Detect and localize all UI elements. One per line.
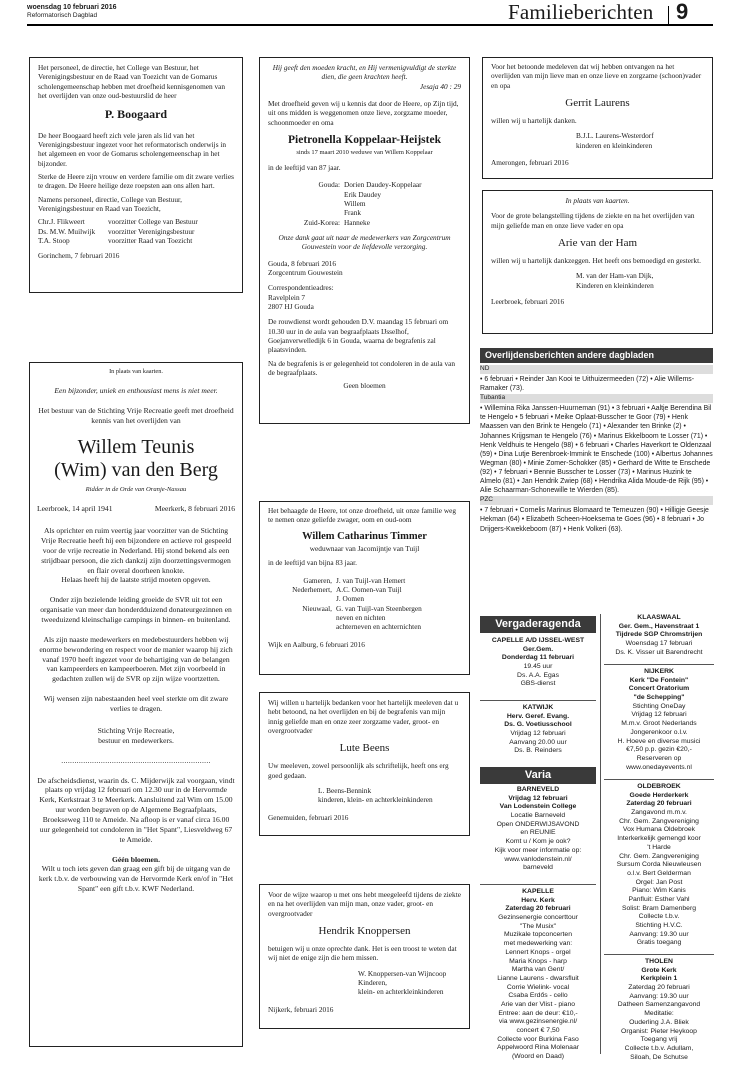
name-row: [268, 622, 461, 631]
page-number: 9: [676, 0, 689, 24]
agenda-line: Ds. G. Voetiusschool: [504, 721, 572, 729]
deceased-name-2: (Wim) van den Berg: [54, 458, 218, 481]
agenda-line: www.onedayevents.nl: [626, 763, 692, 771]
notice-text: willen wij u hartelijk dankzeggen. Het heeft ons bemoedigd en gesterkt.: [491, 256, 701, 266]
deceased-age: in de leeftijd van 87 jaar.: [268, 163, 341, 172]
agenda-line: (Woord en Daad): [511, 1053, 564, 1060]
row-label: Gameren,: [303, 575, 332, 585]
name-row: [268, 208, 461, 217]
agenda-line: Zaterdag 20 februari: [628, 984, 690, 992]
death-date: Meerkerk, 8 februari 2016: [154, 504, 235, 514]
agenda-line: Woensdag 17 februari: [625, 640, 693, 648]
notice-text: Voor het betoonde medeleven dat wij hebben ontvangen na het overlijden van mijn lieve man en onze lieve en zorgzame (schoon)vader en opa: [491, 62, 702, 90]
varia-item-kapelle: [480, 888, 596, 1060]
row-label: Nieuwaal,: [302, 603, 332, 613]
signatory: B.J.L. Laurens-Westerdorf: [576, 131, 654, 141]
decoration: Ridder in de Orde van Oranje-Nassau: [85, 485, 187, 493]
agenda-item-katwijk: [480, 704, 596, 764]
name-row: [268, 180, 461, 189]
signatories: [38, 217, 234, 245]
agenda-line: Reserveren op: [636, 754, 682, 762]
deceased-subtitle: sinds 17 maart 2010 weduwe van Willem Koppelaar: [296, 148, 433, 156]
divider: [480, 700, 596, 701]
row-label: Gouda:: [318, 180, 340, 190]
notice-location: Zorgcentrum Gouwestein: [268, 267, 343, 277]
notice-place-date: Leerbroek, februari 2016: [491, 297, 565, 307]
dotted-separator: ....................................................................: [61, 755, 211, 765]
agenda-line: Organist: Pieter Heykoop: [621, 1027, 697, 1035]
deceased-name: Lute Beens: [339, 742, 390, 755]
deceased-age: in de leeftijd van bijna 83 jaar.: [268, 558, 357, 568]
row-value: A.C. Oomen-van Tuijl: [336, 585, 402, 595]
signatory: Kinderen en kleinkinderen: [576, 280, 654, 290]
row-value: achterneven en achternichten: [336, 622, 422, 632]
agenda-line: Goede Herderkerk: [629, 791, 689, 799]
row-value: J. Oomen: [336, 594, 364, 604]
agenda-line: Chr. Gem. Zangvereniging: [619, 817, 699, 825]
row-label: Ds. M.W. Muilwijk: [38, 226, 96, 236]
agenda-line: Vrijdag 12 februari: [510, 730, 566, 738]
agenda-line: Herv. Kerk: [521, 896, 555, 904]
notice-text: Helaas heeft hij de laatste strijd moeten opgeven.: [61, 575, 211, 585]
deceased-name: Willem Teunis: [77, 435, 195, 458]
agenda-line: Open ONDERWIJSAVOND: [496, 820, 580, 828]
notice-text: Als zijn naaste medewerkers en medebestuurders hebben wij enorme bewondering en respect voor de manier waarop hij zich vanaf 1970 heeft ingezet voor de behartiging van de belangen van kampeerders en kampeerboeren. Met zijn voorbeeld in gedachten zullen wij de SVR op zijn wijze voortzetten.: [39, 634, 233, 684]
agenda-line: Van Lodenstein College: [499, 803, 577, 811]
agenda-line: www.vanlodenstein.nl/: [504, 855, 572, 863]
varia-item-nijkerk: [604, 668, 714, 776]
agenda-line: Komt u / Kom je ook?: [505, 838, 571, 846]
agenda-line: Datheen Samenzangavond: [617, 1001, 701, 1009]
agenda-line: met medewerking van:: [503, 940, 573, 948]
agenda-line: 19.45 uur: [523, 663, 553, 671]
agenda-line: Grote Kerk: [641, 966, 677, 974]
agenda-line: Collecte t.b.v.: [638, 913, 680, 921]
signatory: kinderen en kleinkinderen: [576, 140, 653, 150]
notice-place-date: Wijk en Aalburg, 6 februari 2016: [268, 639, 365, 649]
agenda-line: Appelwoord Rina Molenaar: [497, 1044, 579, 1052]
notice-text: Als oprichter en ruim veertig jaar voorzitter van de Stichting Vrije Recreatie heeft hij een bijzondere en actieve rol gespeeld voor de vrije recreatie in Nederland. Hij stond bekend als een strijdbaar persoon, die zich dankzij zijn doorzettingsvermogen en flair overal doorheen knokte.: [40, 526, 232, 575]
row-label: Chr.J. Flikweert: [38, 217, 85, 227]
name-row: [268, 190, 461, 199]
obituaries-list: [480, 364, 713, 607]
row-value: voorzitter College van Bestuur: [108, 217, 198, 227]
varia-item-oldebroek: [604, 783, 714, 951]
notice-text: Het personeel, de directie, het College van Bestuur, het Verenigingsbestuur en de Raad van Toezicht van de Gomarus scholengemeenschap hebben met droefheid kennisgenomen van het overlijden van onze oud-bestuurslid de heer: [38, 63, 226, 100]
agenda-line: Csaba Erdős - cello: [508, 992, 568, 1000]
source-label-pzc: PZC: [480, 496, 713, 505]
row-value: neven en nichten: [336, 613, 386, 623]
agenda-line: Chr. Gem. Zangvereniging: [619, 852, 699, 860]
signatory: L. Beens-Bennink: [318, 786, 372, 796]
name-row: [268, 594, 461, 603]
signatory: klein- en achterkleinkinderen: [358, 987, 444, 997]
agenda-line: Panfluit: Esther Vahl: [628, 895, 690, 903]
notice-text: Na de begrafenis is er gelegenheid tot condoleren in de aula van de begraafplaats.: [268, 358, 456, 377]
notice-text: Met droefheid geven wij u kennis dat door de Heere, op Zijn tijd, uit ons midden is weggenomen onze lieve, zorgzame moeder, schoonmoeder en oma: [268, 98, 459, 127]
agenda-line: Collecte t.b.v. Adullam,: [624, 1044, 694, 1052]
agenda-line: Siloah, De Schutse: [630, 1053, 688, 1061]
agenda-line: Jongerenkoor o.l.v.: [630, 728, 688, 736]
signatory: Kinderen,: [358, 978, 387, 988]
agenda-line: barneveld: [523, 864, 553, 872]
agenda-line: Lennert Knops - orgel: [505, 948, 571, 956]
agenda-line: Vox Humana Oldebroek: [622, 826, 696, 834]
agenda-line: €7,50 p.p. gezin €20,-: [626, 746, 692, 754]
notice-place-date: Gouda, 8 februari 2016: [268, 258, 337, 268]
name-row: [268, 199, 461, 208]
agenda-line: Orgel: Jan Post: [635, 878, 683, 886]
name-row: [38, 227, 234, 236]
notice-text: Voor de grote belangstelling tijdens de ziekte en na het overlijden van mijn geliefde man en onze lieve vader en opa: [491, 211, 695, 230]
family-list: [268, 180, 461, 227]
signatory: M. van der Ham-van Dijk,: [576, 271, 654, 281]
notice-text: willen wij u hartelijk danken.: [491, 116, 577, 126]
notice-text: Het bestuur van de Stichting Vrije Recreatie geeft met droefheid kennis van het overlijden van: [38, 406, 234, 425]
deceased-name: Pietronella Koppelaar-Heijstek: [288, 133, 441, 146]
agenda-line: Gezinsenergie concerttour: [498, 914, 578, 922]
source-label-tubantia: Tubantia: [480, 394, 713, 403]
header-rule: [27, 24, 713, 26]
agenda-line: Herv. Geref. Evang.: [506, 712, 570, 720]
agenda-line: CAPELLE A/D IJSSEL-WEST: [491, 637, 585, 644]
agenda-line: "The Musix": [519, 922, 557, 930]
agenda-line: GBS-dienst: [520, 680, 556, 688]
notice-text: Namens personeel, directie, College van Bestuur, Verenigingsbestuur en Raad van Toezicht,: [38, 194, 182, 213]
notice-tagline: Een bijzonder, uniek en enthousiast mens is niet meer.: [54, 386, 218, 396]
divider: [604, 664, 714, 665]
agenda-line: Concert Oratorium: [628, 685, 690, 693]
no-flowers: Geen bloemen: [343, 381, 386, 391]
name-row: [268, 585, 461, 594]
agenda-line: Vrijdag 12 februari: [508, 794, 568, 802]
agenda-line: Stichting H.V.C.: [635, 922, 683, 929]
agenda-line: KAPELLE: [522, 888, 554, 895]
divider: [604, 954, 714, 955]
agenda-line: Lianne Laurens - dwarsfluit: [497, 974, 579, 982]
signatory: kinderen, klein- en achterkleinkinderen: [318, 795, 433, 805]
header-divider: [668, 6, 669, 26]
agenda-line: Ds. B. Reinders: [514, 747, 562, 755]
family-list: [268, 576, 461, 632]
notice-text: Het behaagde de Heere, tot onze droefheid, uit onze familie weg te nemen onze geliefde zwager, oom en oud-oom: [268, 506, 457, 525]
row-value: Dorien Daudey-Koppelaar: [344, 180, 422, 190]
agenda-line: o.l.v. Bert Gelderman: [627, 869, 691, 877]
row-label: [268, 622, 336, 631]
agenda-item-capelle: [480, 637, 596, 697]
agenda-line: Aanvang: 19.30 uur: [629, 930, 689, 938]
obituary-entries: • 7 februari • Cornelis Marinus Blomaard te Terneuzen (90) • Hilligje Geesje Hekman (64) • Elizabeth Scheen-Hoeksema te Goes (96) • 8 februari • Jo Drijgers-Kwekkeboom (87) • Henk Volkeri (63).: [480, 507, 709, 533]
row-value: Frank: [344, 208, 362, 218]
divider: [480, 884, 596, 885]
notice-text: De rouwdienst wordt gehouden D.V. maandag 15 februari om 10.30 uur in de aula van begraafplaats IJsselhof, Goejanverwelledijk 6 in Gouda, waarna de begrafenis zal plaatsvinden.: [268, 317, 449, 355]
column-divider: [600, 614, 601, 1054]
obituary-entries: • Willemina Rika Janssen-Huurneman (91) • 3 februari • Aaltje Berendina Bil te Hengelo • 5 februari • Meike Oplaat-Busscher te Goor (79) • Henk Maassen van den Brink te Hengelo (71) • Alexander ten Brinke (2) • Johannes Krijgsman te Hengelo (76) • Marinus Ekkelboom te Losser (71) • Henk Veldhuis te Hengelo (98) • 6 februari • Charles Haverkort te Oldenzaal (59) • Dina Lutje Berenbroek-Immink te Enschede (100) • Albertus Johannes Wegman (80) • Minie Zomer-Schokker (85) • Gerhard de Witte te Enschede (92) • 7 februari • Bennie Busscher te Losser (73) • Marinus Huzink te Almelo (81) • Jan Hendrik Zwiep (68) • Hendrika Alida Moude-de Rijk (95) • Alie Schaarman-Schonewille te Wierden (85).: [480, 405, 713, 495]
agenda-line: Tijdrede SGP Chromstrijen: [615, 631, 703, 639]
obituaries-heading: Overlijdensberichten andere dagbladen: [480, 348, 713, 363]
agenda-line: Maria Knops - harp: [509, 957, 567, 965]
agenda-line: Interkerkelijk gemengd koor: [617, 835, 701, 843]
agenda-line: KLAASWAAL: [637, 614, 681, 621]
agenda-line: Sursum Corda Nieuwleusen: [616, 861, 702, 869]
agenda-line: M.m.v. Groot Nederlands: [621, 720, 697, 728]
signatory: W. Knoppersen-van Wijncoop: [358, 968, 447, 978]
agenda-line: 't Harde: [647, 843, 671, 851]
agenda-heading: Vergaderagenda: [480, 616, 596, 633]
notice-laurens: [482, 57, 713, 179]
deceased-name: Hendrik Knoppersen: [318, 924, 411, 937]
address-line: Ravelplein 7: [268, 292, 306, 302]
obituary-entries: • 6 februari • Reinder Jan Kooi te Uithuizermeeden (72) • Alie Willems-Ramaker (73).: [480, 376, 695, 393]
row-label: Nederhemert,: [292, 585, 332, 595]
agenda-line: Aanvang: 19.30 uur: [629, 992, 689, 1000]
row-label: [268, 190, 344, 199]
agenda-line: via www.gezinsenergie.nl/: [498, 1018, 578, 1026]
agenda-line: Gratis toegang: [636, 939, 682, 947]
life-dates: [37, 504, 235, 514]
row-value: Willem: [344, 198, 366, 208]
source-label-nd: ND: [480, 365, 713, 374]
agenda-line: Muzikale topconcerten: [503, 931, 572, 939]
agenda-line: Ouderling J.A. Bliek: [629, 1018, 689, 1026]
notice-place-date: Amerongen, februari 2016: [491, 158, 569, 168]
bible-quote: Hij geeft den moeden kracht, en Hij vermenigvuldigt de sterkte dien, die geen krachten heeft.: [272, 63, 457, 82]
notice-text: Uw meeleven, zowel persoonlijk als schriftelijk, heeft ons erg goed gedaan.: [268, 761, 449, 780]
deceased-name: Gerrit Laurens: [565, 96, 630, 109]
agenda-line: KATWIJK: [522, 704, 554, 711]
signatory: bestuur en medewerkers.: [98, 735, 174, 745]
agenda-line: Zaterdag 20 februari: [505, 905, 571, 913]
varia-item-tholen: [604, 958, 714, 1062]
agenda-line: NIJKERK: [644, 668, 674, 675]
row-value: voorzitter Raad van Toezicht: [108, 235, 193, 245]
agenda-item-klaaswaal: [604, 614, 714, 662]
name-row: [268, 604, 461, 613]
agenda-line: Ds. A.A. Egas: [517, 671, 559, 679]
agenda-line: Collecte voor Burkina Faso: [497, 1035, 579, 1043]
notice-knoppersen: [259, 884, 470, 1029]
signatory: Stichting Vrije Recreatie,: [97, 725, 175, 735]
bible-reference: Jesaja 40 : 29: [419, 81, 461, 91]
agenda-line: Martha van Gent/: [511, 966, 565, 974]
no-flowers: Géén bloemen.: [111, 854, 161, 864]
notice-van-der-ham: [482, 190, 713, 334]
row-label: [268, 613, 336, 622]
agenda-line: concert € 7,50: [516, 1027, 560, 1034]
address-line: 2807 HJ Gouda: [268, 301, 314, 311]
notice-text: Onder zijn bezielende leiding groeide de SVR uit tot een organisatie van meer dan honderdduizend donateurgezinnen en tweeduizend kleinschalige campings in binnen- en buitenland.: [40, 595, 232, 625]
row-label: T.A. Stoop: [38, 235, 70, 245]
agenda-line: Solist: Bram Damenberg: [621, 904, 697, 912]
agenda-line: Ger.Gem.: [522, 645, 554, 653]
name-row: [268, 576, 461, 585]
agenda-line: Arie van der Vlist - piano: [500, 1000, 576, 1008]
thanks-text: Onze dank gaat uit naar de medewerkers van Zorgcentrum Gouwestein voor de liefdevolle verzorging.: [278, 232, 451, 252]
notice-place-date: Nijkerk, februari 2016: [268, 1004, 334, 1014]
deceased-name: Arie van der Ham: [557, 236, 638, 249]
row-value: Erik Daudey: [344, 189, 382, 199]
agenda-line: Aanvang 20.00 uur: [509, 738, 567, 746]
agenda-line: Entree: aan de deur: €10,-: [498, 1009, 578, 1017]
name-row: [38, 217, 234, 226]
issue-date: woensdag 10 februari 2016: [27, 4, 117, 11]
notice-text: Wij wensen zijn nabestaanden heel veel sterkte om dit zware verlies te dragen.: [43, 694, 229, 714]
row-label: Zuid-Korea:: [303, 217, 340, 227]
notice-boogaard: [29, 57, 243, 293]
notice-text: De afscheidsdienst, waarin ds. C. Mijderwijk zal voorgaan, vindt plaats op vrijdag 12 februari om 12.30 uur in de Hervormde Kerk, Kerkstraat 3 te Meerkerk. Aansluitend zal Wim om 15.00 uur worden begraven op de Algemene Begraafplaats, Broekseweg 110 te Ameide. Na afloop is er vanaf circa 16.00 uur gelegenheid tot condoleren in "Het Spant", Liesveldweg 67 te Ameide.: [37, 775, 235, 844]
notice-beens: [259, 692, 470, 836]
agenda-line: Meditatie:: [644, 1010, 674, 1018]
notice-timmer: [259, 501, 470, 675]
notice-place-date: Genemuiden, februari 2016: [268, 812, 349, 822]
notice-heading: In plaats van kaarten.: [565, 196, 630, 205]
notice-van-den-berg: [29, 362, 243, 1047]
agenda-line: Vrijdag 12 februari: [631, 711, 687, 719]
row-value: voorzitter Verenigingsbestuur: [108, 226, 195, 236]
deceased-subtitle: weduwnaar van Jacomijntje van Tuijl: [309, 544, 420, 554]
name-row: [268, 613, 461, 622]
agenda-line: en REUNIE: [520, 829, 556, 837]
agenda-line: Piano: Wim Kanis: [632, 887, 686, 895]
correspondence-label: Correspondentieadres:: [268, 283, 334, 293]
notice-text: Voor de wijze waarop u met ons hebt meegeleefd tijdens de ziekte en na het overlijden van mijn man, onze vader, groot- en overgrootvader: [268, 890, 461, 918]
name-row: [268, 218, 461, 227]
agenda-line: THOLEN: [645, 958, 673, 965]
birth-date: Leerbroek, 14 april 1941: [37, 504, 113, 514]
varia-item-barneveld: [480, 786, 596, 880]
notice-text: betuigen wij u onze oprechte dank. Het is een troost te weten dat wij niet de enige zijn die hem missen.: [268, 944, 457, 963]
agenda-line: Zaterdag 20 februari: [626, 800, 692, 808]
agenda-line: Locatie Barneveld: [510, 812, 566, 820]
row-label: [268, 208, 344, 217]
notice-text: Wij willen u hartelijk bedanken voor het hartelijk meeleven dat u hebt betoond, na het overlijden en bij de begrafenis van mijn innig geliefde man en onze zeer zorgzame vader, groot- en overgrootvader: [268, 698, 459, 735]
row-value: G. van Tuijl-van Steenbergen: [336, 603, 422, 613]
row-label: [268, 594, 336, 603]
agenda-line: Donderdag 11 februari: [501, 654, 575, 662]
agenda-line: H. Hoeve en diverse musici: [617, 737, 701, 745]
varia-heading: Varia: [480, 767, 596, 784]
agenda-line: Kijk voor meer informatie op:: [494, 846, 582, 854]
divider: [604, 779, 714, 780]
notice-text: De heer Boogaard heeft zich vele jaren als lid van het Verenigingsbestuur ingezet voor het reformatorisch onderwijs in het algemeen en voor de Gomarus scholengemeenschap in het bijzonder.: [38, 130, 227, 168]
section-title: Familieberichten: [508, 0, 654, 24]
agenda-line: Toegang vrij: [640, 1036, 678, 1044]
deceased-name: Willem Catharinus Timmer: [302, 530, 427, 542]
agenda-line: Ds. K. Visser uit Barendrecht: [615, 648, 703, 656]
row-value: J. van Tuijl-van Hemert: [336, 575, 406, 585]
agenda-line: "de Schepping": [633, 694, 685, 702]
notice-heading: In plaats van kaarten.: [109, 368, 163, 375]
agenda-line: Stichting OneDay: [632, 702, 686, 710]
row-label: [268, 199, 344, 208]
deceased-name: P. Boogaard: [104, 107, 168, 122]
name-row: [38, 236, 234, 245]
agenda-line: BARNEVELD: [516, 786, 560, 793]
notice-text: Wilt u toch iets geven dan graag een gift bij de uitgang van de kerk t.b.v. de verbouwing van de Hervormde Kerk en/of in "Het Spant" een gift t.b.v. KWF Nederland.: [38, 864, 234, 894]
agenda-line: Corrie Wielink- vocal: [506, 983, 570, 991]
agenda-line: Zangavond m.m.v.: [631, 809, 687, 817]
agenda-line: Ger. Gem., Havenstraat 1: [618, 622, 700, 630]
agenda-line: Kerkplein 1: [640, 975, 678, 983]
notice-text: Sterke de Heere zijn vrouw en verdere familie om dit zware verlies te dragen. De Heere heilige deze roepsten aan ons allen hart.: [38, 171, 234, 191]
newspaper-name: Reformatorisch Dagblad: [27, 12, 98, 19]
notice-place-date: Gorinchem, 7 februari 2016: [38, 251, 120, 261]
agenda-line: OLDEBROEK: [637, 783, 681, 790]
notice-koppelaar: [259, 57, 470, 424]
row-value: Hanneke: [344, 217, 370, 227]
agenda-line: Kerk "De Fontein": [629, 676, 689, 684]
